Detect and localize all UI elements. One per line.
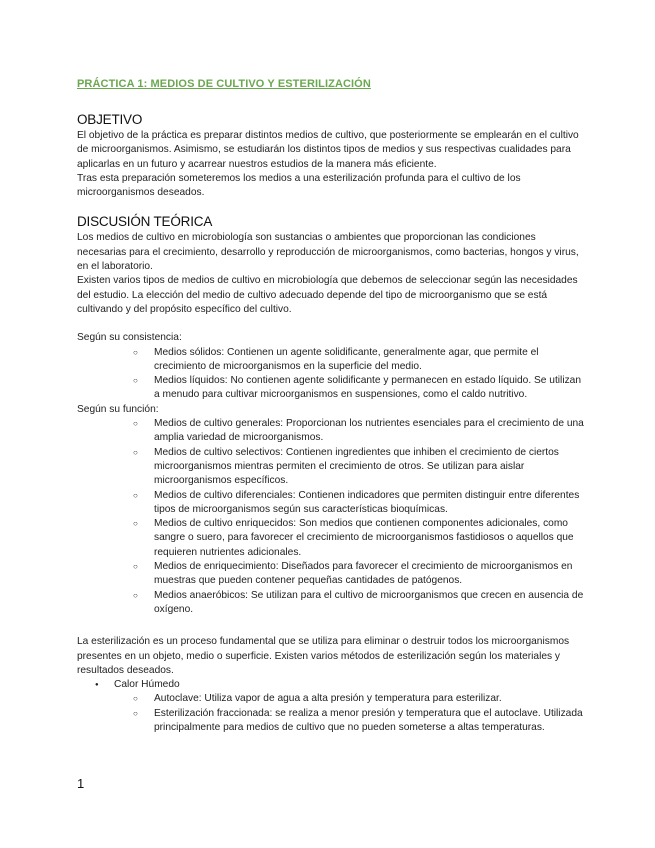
esterilizacion-list <box>77 678 587 692</box>
objetivo-paragraph-1: El objetivo de la práctica es preparar distintos medios de cultivo, que posteriormente se emplearán en el cultivo de microorganismos. Asimismo, se estudiarán los distintos tipos de medios y sus respectivas cualidades para aplicarlas en un futuro y acarrear nuestros estudios de la manera más eficiente. <box>77 130 579 170</box>
discusion-heading: DISCUSIÓN TEÓRICA <box>77 214 213 230</box>
list-item: ○ Esterilización fraccionada: se realiza a menor presión y temperatura que el autoclave. Utilizada principalmente para medios de cultivo que no pueden someterse a altas temperaturas. <box>77 707 587 736</box>
list-item: ○ Medios anaeróbicos: Se utilizan para el cultivo de microorganismos que crecen en ausencia de oxígeno. <box>77 589 587 618</box>
list-item: ○ Medios de cultivo enriquecidos: Son medios que contienen componentes adicionales, como sangre o suero, para favorecer el crecimiento de microorganismos fastidiosos o aquellos que requieren nutrientes adicionales. <box>77 517 587 560</box>
objetivo-heading: OBJETIVO <box>77 112 143 127</box>
discusion-paragraph-1: Los medios de cultivo en microbiología son sustancias o ambientes que proporcionan las condiciones necesarias para el crecimiento, desarrollo y reproducción de microorganismos, como bacterias, hongos y virus, en el laboratorio. <box>77 232 579 273</box>
list-item: ○ Medios de enriquecimiento: Diseñados para favorecer el crecimiento de microorganismos en muestras que pueden contener pequeñas cantidades de patógenos. <box>77 560 587 589</box>
document-page <box>77 78 587 735</box>
funcion-label: Según su función: <box>77 403 159 415</box>
calor-humedo-list <box>77 692 587 735</box>
list-item: ○ Medios de cultivo diferenciales: Contienen indicadores que permiten distinguir entre diferentes tipos de microorganismos según sus características bioquímicas. <box>77 489 587 518</box>
discusion-paragraph-2: Existen varios tipos de medios de cultivo en microbiología que debemos de seleccionar según las necesidades del estudio. La elección del medio de cultivo adecuado depende del tipo de microorganismo que se está cultivando y del propósito específico del cultivo. <box>77 275 578 315</box>
list-item: ○ Medios líquidos: No contienen agente solidificante y permanecen en estado líquido. Se utilizan a menudo para cultivar microorganismos en suspensiones, como el caldo nutritivo. <box>77 374 587 403</box>
funcion-list <box>77 417 587 617</box>
esterilizacion-paragraph: La esterilización es un proceso fundamental que se utiliza para eliminar o destruir todos los microorganismos presentes en un objeto, medio o superficie. Existen varios métodos de esterilización según los materiales y resultados deseados. <box>77 636 570 676</box>
page-number: 1 <box>77 776 85 791</box>
document-title: PRÁCTICA 1: MEDIOS DE CULTIVO Y ESTERILIZACIÓN <box>77 78 371 90</box>
objetivo-paragraph-2: Tras esta preparación someteremos los medios a una esterilización profunda para el cultivo de los microorganismos deseados. <box>77 172 521 199</box>
list-item-calor-humedo: ● Calor Húmedo <box>77 678 587 692</box>
consistencia-list <box>77 346 587 403</box>
list-item: ○ Medios de cultivo selectivos: Contienen ingredientes que inhiben el crecimiento de ciertos microorganismos mientras permiten el crecimiento de otros. Se utilizan para aislar microorganismos específicos. <box>77 446 587 489</box>
list-item: ○ Autoclave: Utiliza vapor de agua a alta presión y temperatura para esterilizar. <box>77 692 587 706</box>
consistencia-label: Según su consistencia: <box>77 332 182 344</box>
list-item: ○ Medios sólidos: Contienen un agente solidificante, generalmente agar, que permite el crecimiento de microorganismos en la superficie del medio. <box>77 346 587 375</box>
list-item: ○ Medios de cultivo generales: Proporcionan los nutrientes esenciales para el crecimiento de una amplia variedad de microorganismos. <box>77 417 587 446</box>
